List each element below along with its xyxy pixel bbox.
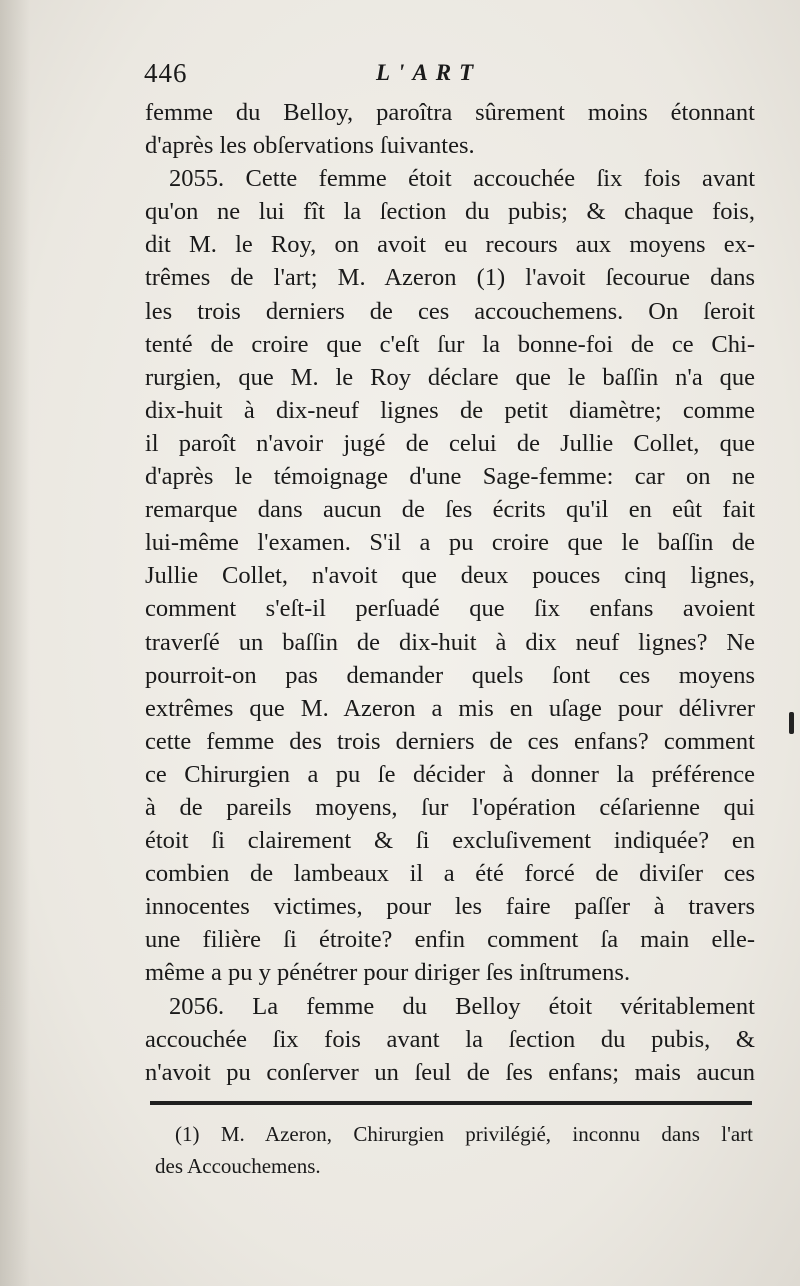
- text-line: ce Chirurgien a pu ſe décider à donner la préférence: [145, 760, 755, 788]
- body-text: [145, 96, 755, 1089]
- paragraph-2055-start: 2055. Cette femme étoit accouchée ſix fois avant: [169, 165, 755, 193]
- text-line: rurgien, que M. le Roy déclare que le baſſin n'a que: [145, 363, 755, 391]
- text-line: même a pu y pénétrer pour diriger ſes inſtrumens.: [145, 959, 631, 987]
- text-line: traverſé un baſſin de dix-huit à dix neuf lignes? Ne: [145, 628, 755, 656]
- text-line: à de pareils moyens, ſur l'opération céſarienne qui: [145, 793, 755, 821]
- text-line: comment s'eſt-il perſuadé que ſix enfans avoient: [145, 595, 755, 623]
- page-edge-mark: [789, 712, 794, 734]
- text-line: qu'on ne lui fît la ſection du pubis; & chaque fois,: [145, 198, 755, 226]
- text-line: étoit ſi clairement & ſi excluſivement indiquée? en: [145, 827, 755, 855]
- page-number: 446: [144, 58, 188, 88]
- running-head: L'ART: [376, 60, 482, 85]
- text-line: remarque dans aucun de ſes écrits qu'il en eût fait: [145, 496, 755, 524]
- text-line: cette femme des trois derniers de ces enfans? comment: [145, 727, 755, 755]
- text-line: trêmes de l'art; M. Azeron (1) l'avoit ſecourue dans: [145, 264, 755, 292]
- text-line: les trois derniers de ces accouchemens. On ſeroit: [145, 297, 755, 325]
- footnote-line: des Accouchemens.: [155, 1154, 321, 1178]
- text-line: d'après le témoignage d'une Sage-femme: car on ne: [145, 463, 755, 491]
- text-line: tenté de croire que c'eſt ſur la bonne-foi de ce Chi-: [145, 330, 755, 358]
- binding-shadow: [0, 0, 30, 1286]
- footnote: [155, 1118, 753, 1182]
- text-line: lui-même l'examen. S'il a pu croire que le baſſin de: [145, 529, 755, 557]
- text-line: accouchée ſix fois avant la ſection du pubis, &: [145, 1025, 755, 1053]
- text-line: innocentes victimes, pour les faire paſſer à travers: [145, 893, 755, 921]
- text-line: combien de lambeaux il a été forcé de diviſer ces: [145, 860, 755, 888]
- text-line: dit M. le Roy, on avoit eu recours aux moyens ex-: [145, 231, 755, 259]
- text-line: n'avoit pu conſerver un ſeul de ſes enfans; mais aucun: [145, 1058, 755, 1086]
- text-line: dix-huit à dix-neuf lignes de petit diamètre; comme: [145, 396, 755, 424]
- text-line: extrêmes que M. Azeron a mis en uſage pour délivrer: [145, 694, 755, 722]
- text-line: d'après les obſervations ſuivantes.: [145, 132, 475, 160]
- paragraph-2056-start: 2056. La femme du Belloy étoit véritablement: [169, 992, 755, 1020]
- text-line: il paroît n'avoir jugé de celui de Jullie Collet, que: [145, 429, 755, 457]
- page-header: [140, 58, 750, 90]
- text-line: une filière ſi étroite? enfin comment ſa main elle-: [145, 926, 755, 954]
- text-line: pourroit-on pas demander quels ſont ces moyens: [145, 661, 755, 689]
- footnote-line: (1) M. Azeron, Chirurgien privilégié, inconnu dans l'art: [175, 1122, 753, 1146]
- text-line: femme du Belloy, paroîtra sûrement moins étonnant: [145, 99, 755, 126]
- text-line: Jullie Collet, n'avoit que deux pouces cinq lignes,: [145, 562, 755, 590]
- footnote-rule: [150, 1101, 752, 1105]
